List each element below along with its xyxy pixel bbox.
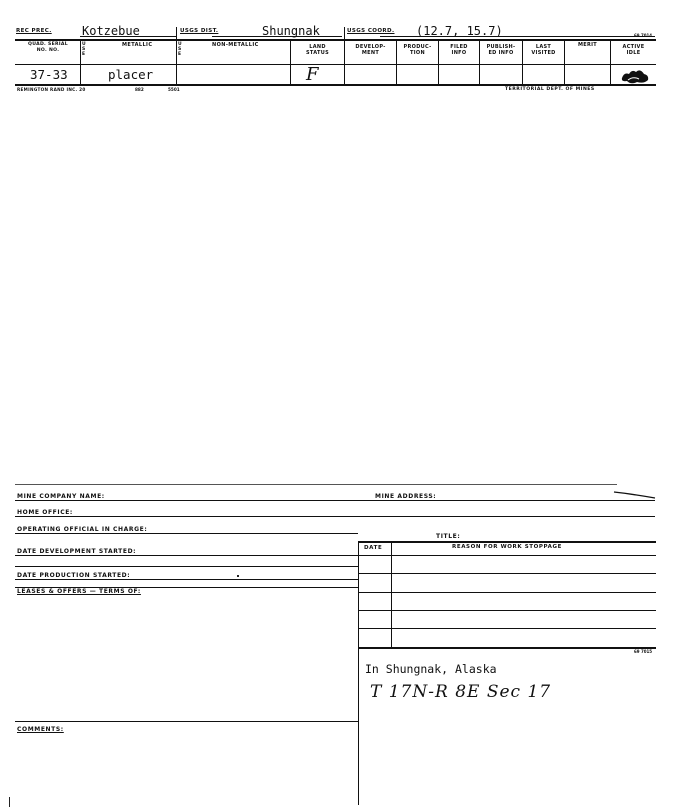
scan-mark <box>15 484 617 485</box>
development-label: DEVELOP- MENT <box>355 44 386 56</box>
metallic-label: METALLIC <box>122 42 153 48</box>
rule <box>358 573 656 574</box>
rule <box>15 555 358 556</box>
last-visited-label: LAST VISITED <box>531 44 556 56</box>
rule <box>176 27 177 84</box>
date-development-label: DATE DEVELOPMENT STARTED: <box>17 548 137 555</box>
comments-label: COMMENTS: <box>17 726 64 733</box>
rule <box>358 647 656 649</box>
leases-label: LEASES & OFFERS — TERMS OF: <box>17 588 141 595</box>
usgs-dist-label: USGS DIST. <box>180 28 219 34</box>
rule <box>15 39 656 41</box>
production-label: PRODUC- TION <box>403 44 432 56</box>
stoppage-reason-header: REASON FOR WORK STOPPAGE <box>452 544 563 550</box>
use-nonmetallic-label: U S E <box>178 42 182 57</box>
handwritten-township-note: T 17N-R 8E Sec 17 <box>370 682 552 702</box>
rule <box>391 541 392 647</box>
rule <box>15 533 358 534</box>
rule <box>15 516 655 517</box>
form-number: 69 7014 <box>634 33 653 38</box>
title-label: TITLE: <box>436 533 461 540</box>
filed-info-label: FILED INFO <box>450 44 468 56</box>
rule <box>15 579 358 580</box>
usgs-coord-label: USGS COORD. <box>347 28 395 34</box>
metallic-value: placer <box>108 67 154 82</box>
rule <box>358 541 656 543</box>
usgs-dist-value: Shungnak <box>262 24 320 38</box>
rule <box>358 610 656 611</box>
rule <box>15 64 656 65</box>
rule <box>358 541 359 805</box>
footer-code-1: 882 <box>135 87 144 92</box>
rule <box>358 628 656 629</box>
published-info-label: PUBLISH- ED INFO <box>486 44 516 56</box>
stoppage-date-header: DATE <box>364 545 383 551</box>
rec-prec-value: Kotzebue <box>82 24 140 38</box>
rule <box>15 721 358 722</box>
land-status-label: LAND STATUS <box>306 44 329 56</box>
scan-mark <box>612 484 657 500</box>
mine-address-label: MINE ADDRESS: <box>375 493 437 500</box>
rule <box>15 84 656 86</box>
mine-company-name-label: MINE COMPANY NAME: <box>17 493 105 500</box>
printer-imprint: REMINGTON RAND INC. 20 <box>17 87 86 92</box>
rule <box>15 500 655 501</box>
speck <box>9 797 10 807</box>
rule <box>358 555 656 556</box>
merit-label: MERIT <box>577 42 597 48</box>
land-status-value: F <box>306 64 320 85</box>
operating-official-label: OPERATING OFFICIAL IN CHARGE: <box>17 526 148 533</box>
ink-blot-mark <box>618 66 654 86</box>
form-number: 69 7015 <box>634 649 653 654</box>
nonmetallic-label: NON-METALLIC <box>212 42 259 48</box>
typed-location-note: In Shungnak, Alaska <box>365 662 497 676</box>
quad-serial-label: QUAD. SERIAL NO. NO. <box>28 42 68 53</box>
active-idle-label: ACTIVE IDLE <box>622 44 645 56</box>
usgs-coord-value: (12.7, 15.7) <box>416 24 503 38</box>
quad-serial-value: 37-33 <box>30 67 68 82</box>
date-production-label: DATE PRODUCTION STARTED: <box>17 572 131 579</box>
rule <box>358 592 656 593</box>
home-office-label: HOME OFFICE: <box>17 509 73 516</box>
dept-imprint: TERRITORIAL DEPT. OF MINES <box>505 87 595 92</box>
rec-prec-label: REC PREC. <box>16 28 52 34</box>
rule <box>80 39 81 84</box>
rule <box>15 566 358 567</box>
use-metallic-label: U S E <box>82 42 86 57</box>
footer-code-2: 5501 <box>168 87 180 92</box>
speck <box>237 575 239 577</box>
